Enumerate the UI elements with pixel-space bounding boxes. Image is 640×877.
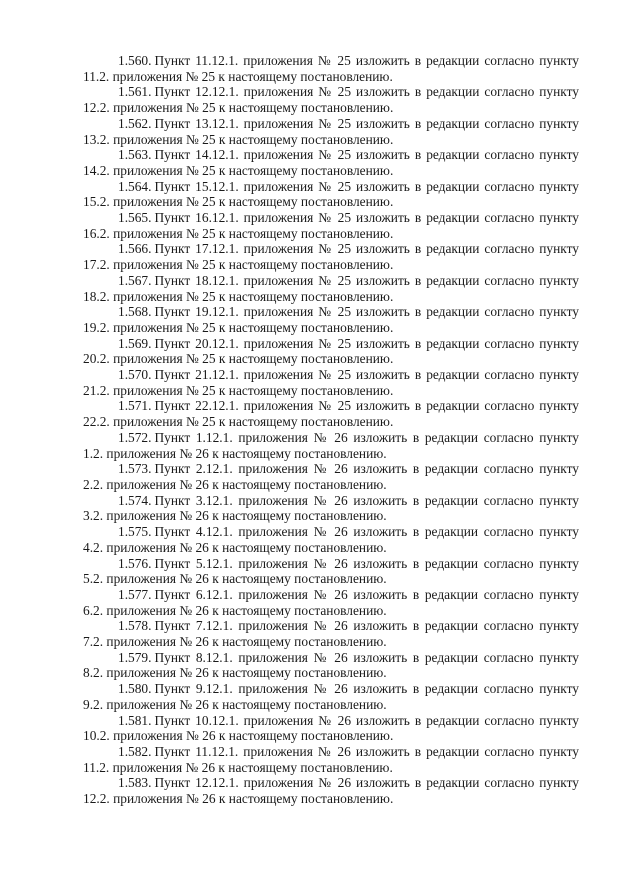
paragraph-1-568: [83, 304, 579, 335]
paragraph-text: Пункт 9.12.1. приложения № 26 изложить в редакции согласно пункту 9.2. приложения № 26 к настоящему постановлению.: [83, 681, 579, 712]
paragraph-1-581: [83, 713, 579, 744]
paragraph-text: Пункт 12.12.1. приложения № 25 изложить в редакции согласно пункту 12.2. приложения № 25 к настоящему постановлению.: [83, 84, 579, 116]
paragraph-text: Пункт 2.12.1. приложения № 26 изложить в редакции согласно пункту 2.2. приложения № 26 к настоящему постановлению.: [83, 461, 579, 492]
paragraph-1-569: [83, 336, 579, 367]
paragraph-1-563: [83, 147, 579, 178]
paragraph-1-574: [83, 493, 579, 524]
paragraph-number: 1.567.: [118, 272, 152, 288]
paragraph-1-573: [83, 461, 579, 492]
paragraph-text: Пункт 8.12.1. приложения № 26 изложить в редакции согласно пункту 8.2. приложения № 26 к настоящему постановлению.: [83, 649, 579, 681]
paragraph-text: Пункт 4.12.1. приложения № 26 изложить в редакции согласно пункту 4.2. приложения № 26 к настоящему постановлению.: [83, 524, 579, 555]
paragraph-number: 1.573.: [118, 461, 152, 477]
paragraph-1-560: [83, 53, 579, 84]
paragraph-text: Пункт 11.12.1. приложения № 25 изложить в редакции согласно пункту 11.2. приложения № 25 к настоящему постановлению.: [83, 53, 579, 84]
paragraph-text: Пункт 3.12.1. приложения № 26 изложить в редакции согласно пункту 3.2. приложения № 26 к настоящему постановлению.: [83, 492, 579, 524]
paragraph-text: Пункт 15.12.1. приложения № 25 изложить в редакции согласно пункту 15.2. приложения № 25 к настоящему постановлению.: [83, 178, 579, 210]
paragraph-number: 1.582.: [118, 743, 152, 759]
paragraph-text: Пункт 18.12.1. приложения № 25 изложить в редакции согласно пункту 18.2. приложения № 25 к настоящему постановлению.: [83, 272, 579, 304]
paragraph-1-567: [83, 273, 579, 304]
paragraph-1-564: [83, 179, 579, 210]
paragraph-number: 1.574.: [118, 492, 152, 508]
paragraph-number: 1.566.: [118, 241, 152, 257]
paragraph-number: 1.581.: [118, 712, 152, 728]
paragraph-text: Пункт 13.12.1. приложения № 25 изложить в редакции согласно пункту 13.2. приложения № 25 к настоящему постановлению.: [83, 115, 579, 147]
paragraph-number: 1.564.: [118, 178, 152, 194]
paragraph-1-575: [83, 524, 579, 555]
paragraph-text: Пункт 12.12.1. приложения № 26 изложить в редакции согласно пункту 12.2. приложения № 26 к настоящему постановлению.: [83, 775, 579, 807]
paragraph-text: Пункт 1.12.1. приложения № 26 изложить в редакции согласно пункту 1.2. приложения № 26 к настоящему постановлению.: [83, 429, 579, 461]
paragraph-number: 1.561.: [118, 84, 152, 100]
paragraph-text: Пункт 6.12.1. приложения № 26 изложить в редакции согласно пункту 6.2. приложения № 26 к настоящему постановлению.: [83, 586, 579, 618]
paragraph-text: Пункт 17.12.1. приложения № 25 изложить в редакции согласно пункту 17.2. приложения № 25 к настоящему постановлению.: [83, 241, 579, 273]
paragraph-number: 1.583.: [118, 775, 152, 791]
paragraph-text: Пункт 7.12.1. приложения № 26 изложить в редакции согласно пункту 7.2. приложения № 26 к настоящему постановлению.: [83, 618, 579, 650]
paragraph-text: Пункт 5.12.1. приложения № 26 изложить в редакции согласно пункту 5.2. приложения № 26 к настоящему постановлению.: [83, 555, 579, 587]
paragraph-text: Пункт 19.12.1. приложения № 25 изложить в редакции согласно пункту 19.2. приложения № 25 к настоящему постановлению.: [83, 304, 579, 335]
paragraph-1-582: [83, 744, 579, 775]
paragraph-text: Пункт 20.12.1. приложения № 25 изложить в редакции согласно пункту 20.2. приложения № 25 к настоящему постановлению.: [83, 335, 579, 367]
paragraph-number: 1.575.: [118, 524, 152, 540]
paragraph-number: 1.578.: [118, 618, 152, 634]
paragraph-1-578: [83, 618, 579, 649]
paragraph-1-566: [83, 241, 579, 272]
paragraph-1-579: [83, 650, 579, 681]
paragraph-1-583: [83, 775, 579, 806]
paragraph-number: 1.571.: [118, 398, 152, 414]
paragraph-text: Пункт 11.12.1. приложения № 26 изложить в редакции согласно пункту 11.2. приложения № 26 к настоящему постановлению.: [83, 743, 579, 775]
paragraph-1-572: [83, 430, 579, 461]
paragraph-number: 1.562.: [118, 115, 152, 131]
paragraph-number: 1.560.: [118, 53, 152, 68]
paragraph-number: 1.570.: [118, 367, 152, 383]
paragraph-number: 1.569.: [118, 335, 152, 351]
paragraph-number: 1.565.: [118, 210, 152, 226]
paragraph-1-570: [83, 367, 579, 398]
paragraph-text: Пункт 21.12.1. приложения № 25 изложить в редакции согласно пункту 21.2. приложения № 25 к настоящему постановлению.: [83, 367, 579, 398]
paragraph-number: 1.572.: [118, 429, 152, 445]
document-body: [83, 53, 579, 807]
paragraph-text: Пункт 10.12.1. приложения № 26 изложить в редакции согласно пункту 10.2. приложения № 26 к настоящему постановлению.: [83, 712, 579, 744]
paragraph-1-571: [83, 398, 579, 429]
paragraph-1-577: [83, 587, 579, 618]
paragraph-number: 1.579.: [118, 649, 152, 665]
paragraph-text: Пункт 16.12.1. приложения № 25 изложить в редакции согласно пункту 16.2. приложения № 25 к настоящему постановлению.: [83, 210, 579, 241]
paragraph-number: 1.563.: [118, 147, 152, 163]
paragraph-number: 1.568.: [118, 304, 152, 320]
paragraph-number: 1.580.: [118, 681, 152, 697]
paragraph-1-576: [83, 556, 579, 587]
paragraph-1-562: [83, 116, 579, 147]
paragraph-number: 1.576.: [118, 555, 152, 571]
paragraph-1-580: [83, 681, 579, 712]
paragraph-1-561: [83, 84, 579, 115]
paragraph-text: Пункт 14.12.1. приложения № 25 изложить в редакции согласно пункту 14.2. приложения № 25 к настоящему постановлению.: [83, 147, 579, 178]
paragraph-text: Пункт 22.12.1. приложения № 25 изложить в редакции согласно пункту 22.2. приложения № 25 к настоящему постановлению.: [83, 398, 579, 430]
paragraph-number: 1.577.: [118, 586, 152, 602]
paragraph-1-565: [83, 210, 579, 241]
